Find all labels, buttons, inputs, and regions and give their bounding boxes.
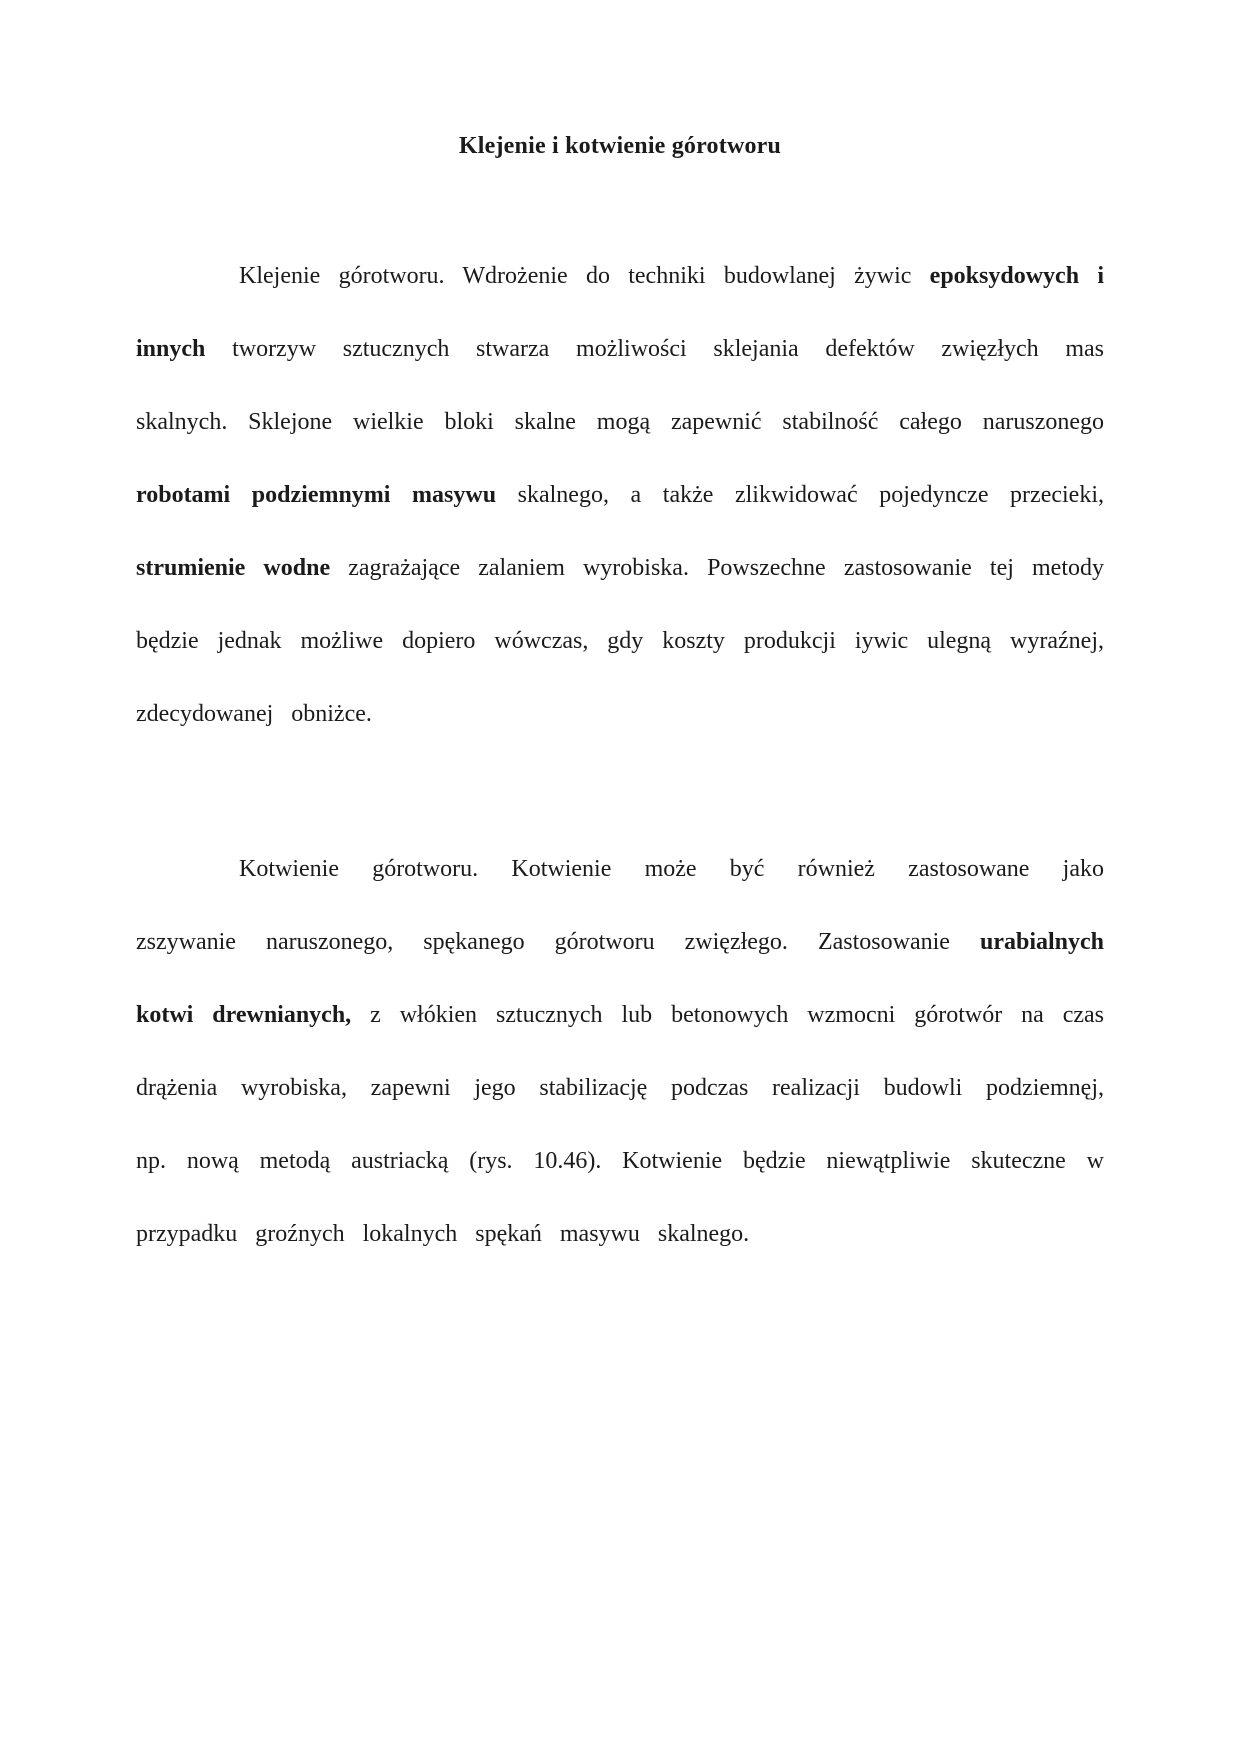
- emphasized-text: strumienie wodne: [136, 555, 331, 581]
- body-text: tworzyw sztucznych stwarza możliwości sklejania defektów zwięzłych mas skalnych. Sklejone wielkie bloki skalne mogą zapewnić stabilność całego naruszonego: [136, 336, 1104, 435]
- paragraph: [136, 833, 1104, 1271]
- paragraph: [136, 240, 1104, 751]
- body-text: z włókien sztucznych lub betonowych wzmocni górotwór na czas drążenia wyrobiska, zapewni jego stabilizację podczas realizacji budowli podziemnęj, np. nową metodą austriacką (rys. 10.46). Kotwienie będzie niewątpliwie skuteczne w przypadku groźnych lokalnych spękań masywu skalnego.: [136, 1002, 1104, 1247]
- emphasized-text: robotami podziemnymi masywu: [136, 482, 497, 508]
- body-text: zagrażające zalaniem wyrobiska. Powszechne zastosowanie tej metody będzie jednak możliwe dopiero wówczas, gdy koszty produkcji iywic ulegną wyraźnej, zdecydowanej obniżce.: [136, 555, 1104, 727]
- emphasized-text: urabialnych kotwi drewnianych,: [136, 929, 1104, 1028]
- body-text: Kotwienie górotworu. Kotwienie może być również zastosowane jako zszywanie naruszonego, spękanego górotworu zwięzłego. Zastosowanie: [136, 856, 1104, 955]
- body-text: Klejenie górotworu. Wdrożenie do techniki budowlanej żywic: [239, 263, 930, 289]
- document-title: Klejenie i kotwienie górotworu: [458, 133, 782, 159]
- body-text: skalnego, a także zlikwidować pojedyncze przecieki,: [496, 482, 1104, 508]
- emphasized-text: epoksydowych i innych: [136, 263, 1104, 362]
- paragraphs: [136, 240, 1104, 1271]
